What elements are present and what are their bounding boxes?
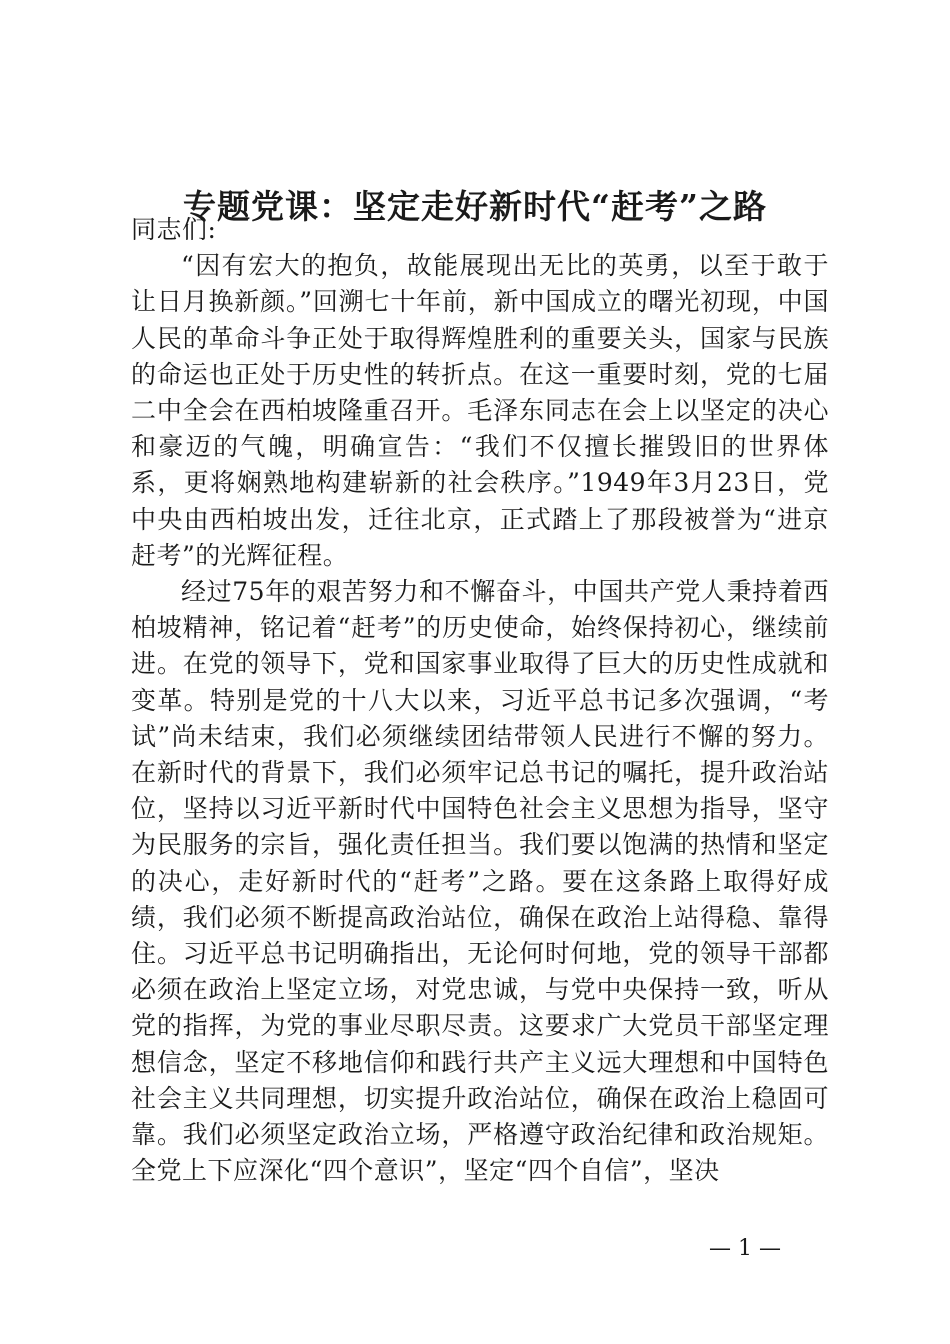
paragraph-1: “因有宏大的抱负，故能展现出无比的英勇，以至于敢于让日月换新颜。”回溯七十年前，新中国成立的曙光初现，中国人民的革命斗争正处于取得辉煌胜利的重要关头，国家与民族的命运也正处于历史性的转折点。在这一重要时刻，党的七届二中全会在西柏坡隆重召开。毛泽东同志在会上以坚定的决心和豪迈的气魄，明确宣告：“我们不仅擅长摧毁旧的世界体系，更将娴熟地构建崭新的社会秩序。”1949年3月23日，党中央由西柏坡出发，迁往北京，正式踏上了那段被誉为“进京赶考”的光辉征程。 (131, 251, 829, 570)
document-title: 专题党课：坚定走好新时代“赶考”之路 (183, 187, 767, 226)
page-number: — 1 — (709, 1236, 781, 1261)
document-body (131, 212, 829, 1189)
salutation: 同志们: (131, 215, 217, 244)
paragraph-2: 经过75年的艰苦努力和不懈奋斗，中国共产党人秉持着西柏坡精神，铭记着“赶考”的历史使命，始终保持初心，继续前进。在党的领导下，党和国家事业取得了巨大的历史性成就和变革。特别是党的十八大以来，习近平总书记多次强调，“考试”尚未结束，我们必须继续团结带领人民进行不懈的努力。在新时代的背景下，我们必须牢记总书记的嘱托，提升政治站位，坚持以习近平新时代中国特色社会主义思想为指导，坚守为民服务的宗旨，强化责任担当。我们要以饱满的热情和坚定的决心，走好新时代的“赶考”之路。要在这条路上取得好成绩，我们必须不断提高政治站位，确保在政治上站得稳、靠得住。习近平总书记明确指出，无论何时何地，党的领导干部都必须在政治上坚定立场，对党忠诚，与党中央保持一致，听从党的指挥，为党的事业尽职尽责。这要求广大党员干部坚定理想信念，坚定不移地信仰和践行共产主义远大理想和中国特色社会主义共同理想，切实提升政治站位，确保在政治上稳固可靠。我们必须坚定政治立场，严格遵守政治纪律和政治规矩。全党上下应深化“四个意识”，坚定“四个自信”，坚决 (131, 577, 829, 1186)
